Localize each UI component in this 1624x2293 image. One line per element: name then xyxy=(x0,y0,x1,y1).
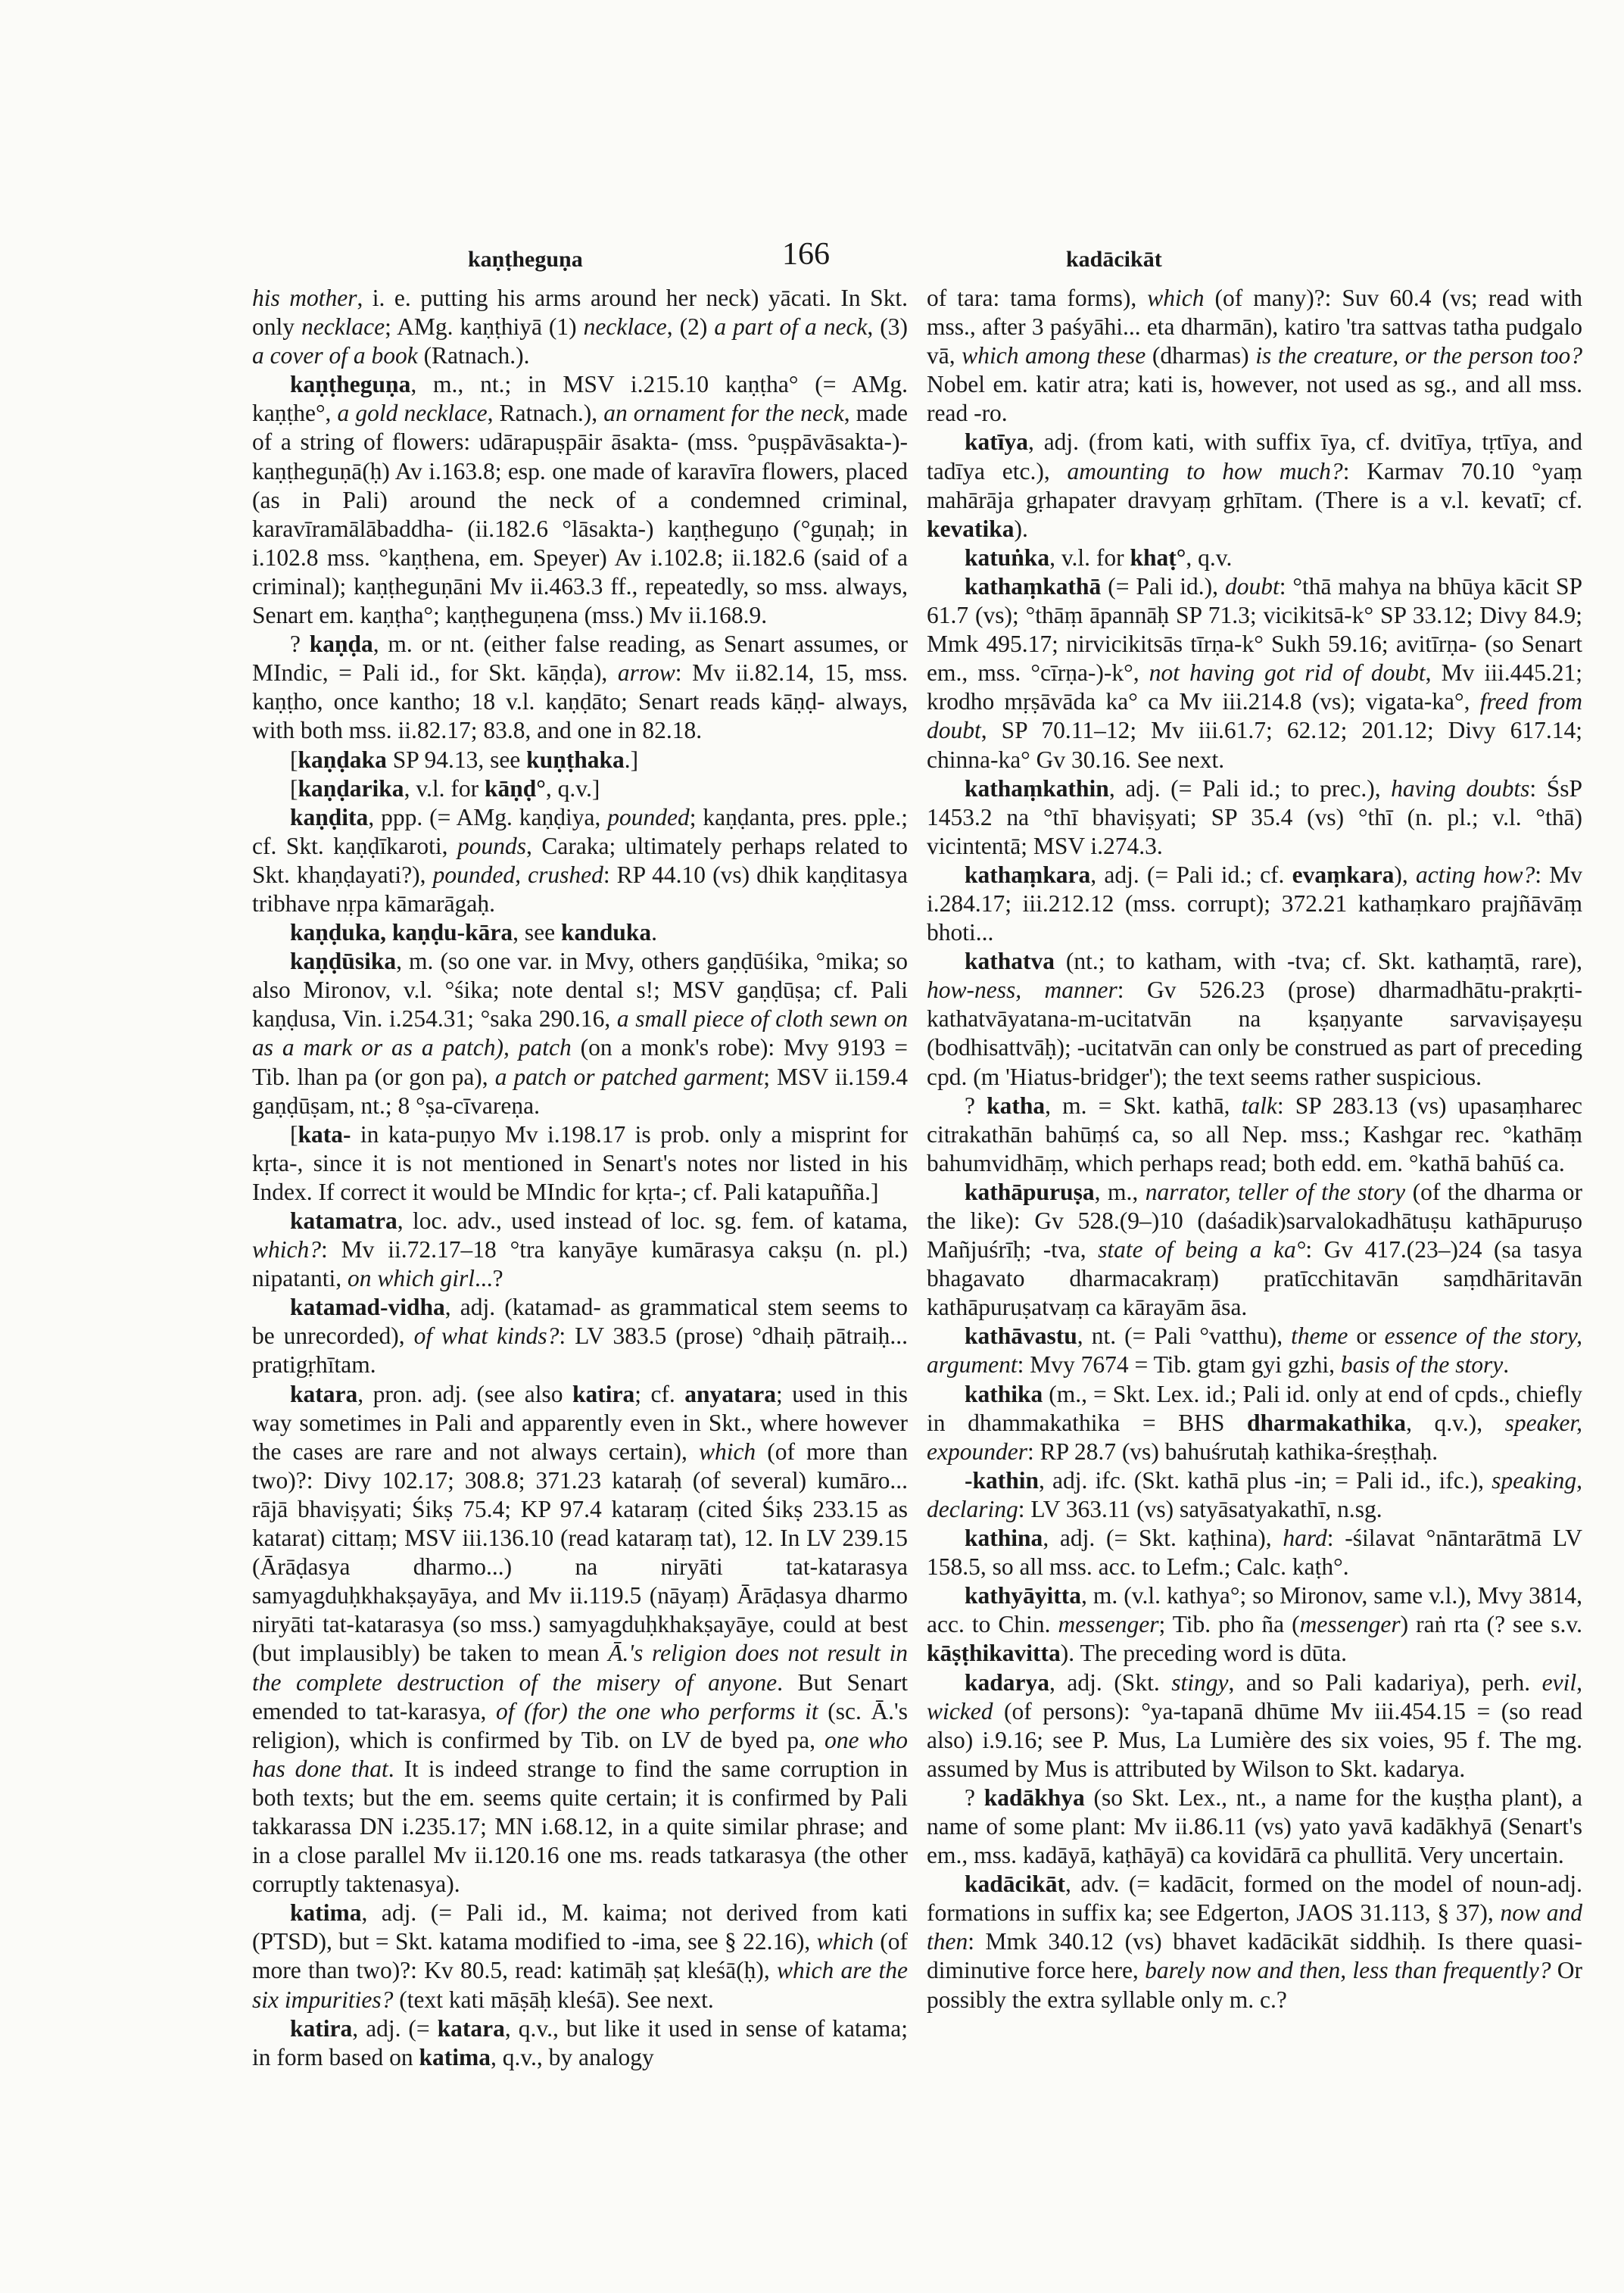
dictionary-entry: katara, pron. adj. (see also katira; cf. anyatara; used in this way sometimes in Pali and apparently even in Skt., where however the cases are rare and not always certain), which (of more than two)?: Divy 102.17; 308.8; 371.23 kataraḥ (of several) kumāro... rājā bhaviṣyati; Śikṣ 75.4; KP 97.4 kataraṃ (cited Śikṣ 233.15 as katarat) cittaṃ; MSV iii.136.10 (read kataraṃ tat), 12. In LV 239.15 (Ārāḍasya dharmo...) na niryāti tat-katarasya samyagduḥkhakṣayāya, and Mv ii.119.5 (nāyaṃ) Ārāḍasya dharmo niryāti tat-katarasya (so mss.) samyagduḥkhakṣayāye, could at best (but implausibly) be taken to mean Ā.'s religion does not result in the complete destruction of the misery of anyone. But Senart emended to tat-karasya, of (for) the one who performs it (sc. Ā.'s religion), which is confirmed by Tib. on LV de byed pa, one who has done that. It is indeed strange to find the same corruption in both texts; but the em. seems quite certain; it is confirmed by Pali takkarassa DN i.235.17; MN i.68.12, in a quite similar phrase; and in a close parallel Mv ii.120.16 one ms. reads tatkarasya (the other corruptly taktenasya). xyxy=(252,1380,909,1898)
dictionary-entry: kathāvastu, nt. (= Pali °vatthu), theme or essence of the story, argument: Mvy 7674 = Tib. gtam gyi gzhi, basis of the story. xyxy=(927,1323,1582,1379)
dictionary-entry: katuṅka, v.l. for khaṭ°, q.v. xyxy=(965,544,1233,571)
dictionary-entry: kathaṃkathā (= Pali id.), doubt: °thā mahya na bhūya kācit SP 61.7 (vs); °thāṃ āpannāḥ SP 71.3; vicikitsā-k° SP 33.12; Divy 84.9; Mmk 495.17; nirvicikitsās tīrṇa-k° Sukh 59.16; avitīrṇa- (so Senart em., mss. °cīrṇa-)-k°, not having got rid of doubt, Mv iii.445.21; krodho mṛṣāvāda ka° ca Mv iii.214.8 (vs); vigata-ka°, freed from doubt, SP 70.11–12; Mv iii.61.7; 62.12; 201.12; Divy 617.14; chinna-ka° Gv 30.16. See next. xyxy=(927,572,1583,773)
dictionary-entry: kathatva (nt.; to katham, with -tva; cf. Skt. kathaṃtā, rare), how-ness, manner: Gv 526.23 (prose) dharmadhātu-prakṛti-kathatvāyatana-m-ucitatvān na kṣaṇyante sarvaviṣayeṣu (bodhisattvāḥ); -ucitatvān can only be construed as part of preceding cpd. (m 'Hiatus-bridger'); the text seems rather suspicious. xyxy=(927,948,1582,1090)
dictionary-entry: his mother, i. e. putting his arms around her neck) yācati. In Skt. only necklace; AMg. kaṇṭhiyā (1) necklace, (2) a part of a neck, (3) a cover of a book (Ratnach.). xyxy=(252,285,908,369)
dictionary-entry: [kaṇḍarika, v.l. for kāṇḍ°, q.v.] xyxy=(290,774,600,802)
left-guide-word: kaṇṭheguṇa xyxy=(468,247,583,272)
page-header xyxy=(252,236,1607,282)
dictionary-entry: kaṇḍuka, kaṇḍu-kāra, see kanduka. xyxy=(290,919,658,946)
dictionary-entry: katamad-vidha, adj. (katamad- as grammatical stem seems to be unrecorded), of what kinds?: LV 383.5 (prose) °dhaiḥ pātraiḥ... pratigṛhītam. xyxy=(252,1294,908,1379)
dictionary-entry: katira, adj. (= katara, q.v., but like it used in sense of katama; in form based on katima, q.v., by analogy xyxy=(252,2014,908,2070)
dictionary-entry: kathaṃkathin, adj. (= Pali id.; to prec.), having doubts: ŚsP 1453.2 na °thī bhaviṣyati; SP 35.4 (vs) °thī (n. pl.; v.l. °thā) vicintentā; MSV i.274.3. xyxy=(927,774,1582,859)
dictionary-entry: kaṇṭheguṇa, m., nt.; in MSV i.215.10 kaṇṭha° (= AMg. kaṇṭhe°, a gold necklace, Ratnach.), an ornament for the neck, made of a string of flowers: udārapuṣpāir āsakta- (mss. °puṣpāvāsakta-)-kaṇṭheguṇā(ḥ) Av i.163.8; esp. one made of karavīra flowers, placed (as in Pali) around the neck of a condemned criminal, karavīramālābaddha- (ii.182.6 °lāsakta-) kaṇṭheguṇo (°guṇaḥ; in i.102.8 mss. °kaṇṭhena, em. Speyer) Av i.102.8; ii.182.6 (said of a criminal); kaṇṭheguṇāni Mv ii.463.3 ff., repeatedly, so mss. always, Senart em. kaṇṭha°; kaṇṭheguṇena (mss.) Mv ii.168.9. xyxy=(252,371,908,629)
dictionary-entry: ? kadākhya (so Skt. Lex., nt., a name for the kuṣṭha plant), a name of some plant: Mv ii.86.11 (vs) yato yavā kadākhyā (Senart's em., mss. kadāyā, kaṭhāyā) ca kovidārā ca phullitā. Very uncertain. xyxy=(927,1784,1582,1869)
dictionary-entry: kadācikāt, adv. (= kadācit, formed on the model of noun-adj. formations in suffix ka; see Edgerton, JAOS 31.113, § 37), now and then: Mmk 340.12 (vs) bhavet kadācikāt siddhiḥ. Is there quasi-diminutive force here, barely now and then, less than frequently? Or possibly the extra syllable only m. c.? xyxy=(927,1871,1582,2013)
dictionary-entry: katīya, adj. (from kati, with suffix īya, cf. dvitīya, tṛtīya, and tadīya etc.), amounting to how much?: Karmav 70.10 °yaṃ mahārāja gṛhapater dravyaṃ gṛhītam. (There is a v.l. kevatī; cf. kevatika). xyxy=(927,428,1582,542)
dictionary-entry: kathina, adj. (= Skt. kaṭhina), hard: -śilavat °nāntarātmā LV 158.5, so all mss. acc. to Lefm.; Calc. kaṭh°. xyxy=(927,1525,1582,1581)
dictionary-entry: kaṇḍita, ppp. (= AMg. kaṇḍiya, pounded; kaṇḍanta, pres. pple.; cf. Skt. kaṇḍīkaroti, pounds, Caraka; ultimately perhaps related to Skt. khaṇḍayati?), pounded, crushed: RP 44.10 (vs) dhik kaṇḍitasya tribhave nṛpa kāmarāgaḥ. xyxy=(252,803,908,917)
dictionary-entry: kathaṃkara, adj. (= Pali id.; cf. evaṃkara), acting how?: Mv i.284.17; iii.212.12 (mss. corrupt); 372.21 kathaṃkaro prajñāvāṃ bhoti... xyxy=(927,861,1582,946)
dictionary-entry: ? kaṇḍa, m. or nt. (either false reading, as Senart assumes, or MIndic, = Pali id., for Skt. kāṇḍa), arrow: Mv ii.82.14, 15, mss. kaṇṭho, once kantho; 18 v.l. kaṇḍāto; Senart reads kāṇḍ- always, with both mss. ii.82.17; 83.8, and one in 82.18. xyxy=(252,631,908,744)
dictionary-entry: of tara: tama forms), which (of many)?: Suv 60.4 (vs; read with mss., after 3 paśyāhi... eta dharmān), katiro 'tra sattvas tatha pudgalo vā, which among these (dharmas) is the creature, or the person too? Nobel em. katir atra; kati is, however, not used as sg., and all mss. read -ro. xyxy=(927,285,1582,427)
dictionary-entry: katima, adj. (= Pali id., M. kaima; not derived from kati (PTSD), but = Skt. katama modified to -ima, see § 22.16), which (of more than two)?: Kv 80.5, read: katimāḥ ṣaṭ kleśā(ḥ), which are the six impurities? (text kati māṣāḥ kleśā). See next. xyxy=(252,1899,909,2013)
dictionary-entry: kathika (m., = Skt. Lex. id.; Pali id. only at end of cpds., chiefly in dhammakathika = BHS dharmakathika, q.v.), speaker, expounder: RP 28.7 (vs) bahuśrutaḥ kathika-śreṣṭhaḥ. xyxy=(927,1380,1582,1465)
dictionary-entry: ? katha, m. = Skt. kathā, talk: SP 283.13 (vs) upasaṃharec citrakathān bahūṃś ca, so all Nep. mss.; Kashgar rec. °kathāṃ bahumvidhāṃ, which perhaps read; both edd. em. °kathā bahūś ca. xyxy=(927,1092,1582,1176)
left-column xyxy=(252,284,908,2072)
dictionary-entry: -kathin, adj. ifc. (Skt. kathā plus -in; = Pali id., ifc.), speaking, declaring: LV 363.11 (vs) satyāsatyakathī, n.sg. xyxy=(927,1466,1582,1522)
page-number: 166 xyxy=(782,237,830,272)
dictionary-entry: kathyāyitta, m. (v.l. kathya°; so Mironov, same v.l.), Mvy 3814, acc. to Chin. messenger; Tib. pho ña (messenger) raṅ rta (? see s.v. kāṣṭhikavitta). The preceding word is dūta. xyxy=(927,1582,1582,1667)
dictionary-entry: kadarya, adj. (Skt. stingy, and so Pali kadariya), perh. evil, wicked (of persons): °ya-tapanā dhūme Mv iii.454.15 = (so read also) i.9.16; see P. Mus, La Lumière des six voies, 95 f. The mg. assumed by Mus is attributed by Wilson to Skt. kadarya. xyxy=(927,1668,1582,1782)
dictionary-entry: katamatra, loc. adv., used instead of loc. sg. fem. of katama, which?: Mv ii.72.17–18 °tra kanyāye kumārasya cakṣu (n. pl.) nipatanti, on which girl...? xyxy=(252,1207,908,1292)
right-guide-word: kadācikāt xyxy=(1066,247,1162,272)
dictionary-entry: kaṇḍūsika, m. (so one var. in Mvy, others gaṇḍūśika, °mika; so also Mironov, v.l. °śika; note dental s!; MSV gaṇḍūṣa; cf. Pali kaṇḍusa, Vin. i.254.31; °saka 290.16, a small piece of cloth sewn on as a mark or as a patch), patch (on a monk's robe): Mvy 9193 = Tib. lhan pa (or gon pa), a patch or patched garment; MSV ii.159.4 gaṇḍūṣam, nt.; 8 °ṣa-cīvareṇa. xyxy=(252,948,908,1119)
dictionary-entry: [kata- in kata-puṇyo Mv i.198.17 is prob. only a misprint for kṛta-, since it is not mentioned in Senart's notes nor listed in his Index. If correct it would be MIndic for kṛta-; cf. Pali katapuñña.] xyxy=(252,1120,908,1205)
right-column xyxy=(927,284,1582,2014)
dictionary-entry: kathāpuruṣa, m., narrator, teller of the story (of the dharma or the like): Gv 528.(9–)10 (daśadik)sarvalokadhātuṣu kathāpuruṣo Mañjuśrīḥ; -tva, state of being a ka°: Gv 417.(23–)24 (sa tasya bhagavato dharmacakraṃ) pratīcchitavān saṃdhāritavān kathāpuruṣatvaṃ ca kārayām āsa. xyxy=(927,1178,1582,1321)
dictionary-entry: [kaṇḍaka SP 94.13, see kuṇṭhaka.] xyxy=(290,746,639,773)
